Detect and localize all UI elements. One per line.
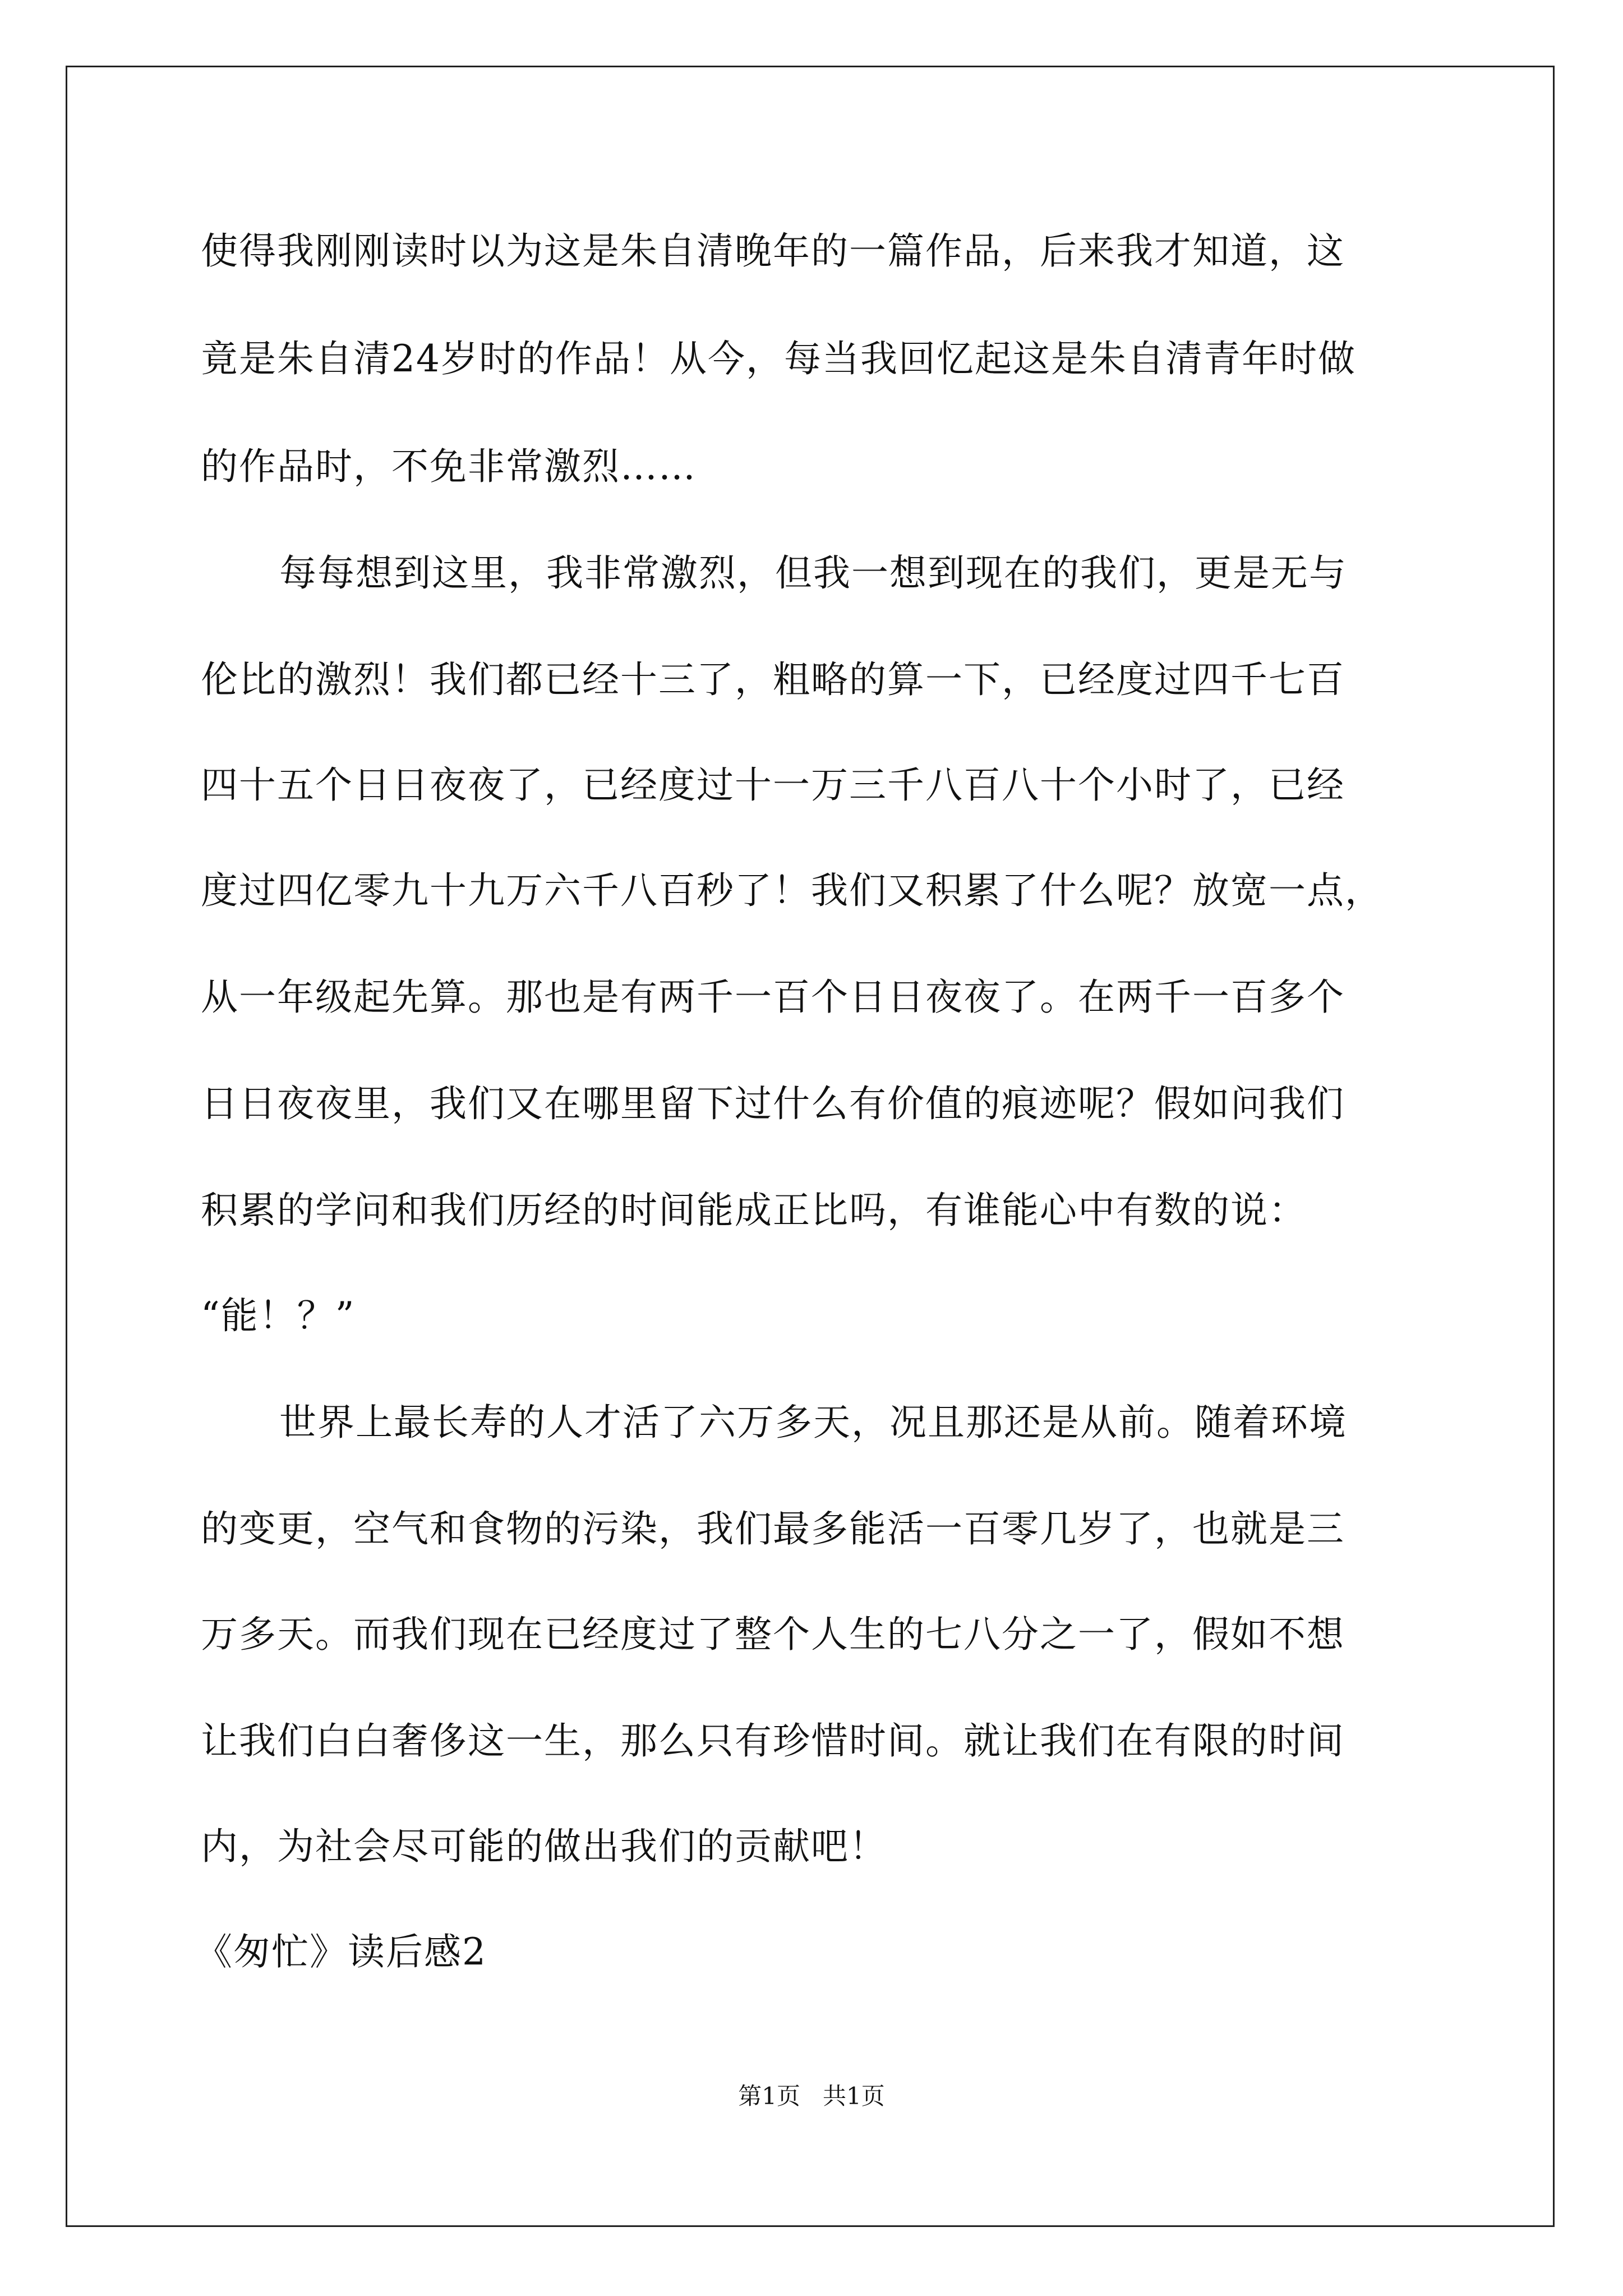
text-line: “能！？” bbox=[201, 1294, 356, 1337]
section-heading: 《匆忙》读后感2 bbox=[195, 1930, 487, 1973]
text-line: 使得我刚刚读时以为这是朱自清晚年的一篇作品，后来我才知道，这 bbox=[201, 229, 1345, 273]
text-line: 度过四亿零九十九万六千八百秒了！我们又积累了什么呢？放宽一点， bbox=[201, 869, 1383, 912]
page-border bbox=[66, 66, 1555, 2227]
text-line: 内，为社会尽可能的做出我们的贡献吧！ bbox=[201, 1825, 887, 1868]
text-line: 积累的学问和我们历经的时间能成正比吗，有谁能心中有数的说： bbox=[201, 1189, 1307, 1232]
text-line: 竟是朱自清24岁时的作品！从今，每当我回忆起这是朱自清青年时做 bbox=[201, 337, 1356, 380]
text-line: 世界上最长寿的人才活了六万多天，况且那还是从前。随着环境 bbox=[279, 1401, 1347, 1444]
text-line: 的作品时，不免非常激烈…… bbox=[201, 445, 697, 488]
text-line: 日日夜夜里，我们又在哪里留下过什么有价值的痕迹呢？假如问我们 bbox=[201, 1082, 1345, 1125]
text-line: 万多天。而我们现在已经度过了整个人生的七八分之一了，假如不想 bbox=[201, 1613, 1345, 1656]
text-line: 四十五个日日夜夜了，已经度过十一万三千八百八十个小时了，已经 bbox=[201, 763, 1345, 807]
text-line: 的变更，空气和食物的污染，我们最多能活一百零几岁了，也就是三 bbox=[201, 1507, 1345, 1550]
text-line: 伦比的激烈！我们都已经十三了，粗略的算一下，已经度过四千七百 bbox=[201, 658, 1345, 701]
page-footer: 第1页 共1页 bbox=[738, 2082, 885, 2110]
text-line: 从一年级起先算。那也是有两千一百个日日夜夜了。在两千一百多个 bbox=[201, 976, 1345, 1019]
text-line: 每每想到这里，我非常激烈，但我一想到现在的我们，更是无与 bbox=[279, 551, 1347, 595]
text-line: 让我们白白奢侈这一生，那么只有珍惜时间。就让我们在有限的时间 bbox=[201, 1719, 1345, 1763]
